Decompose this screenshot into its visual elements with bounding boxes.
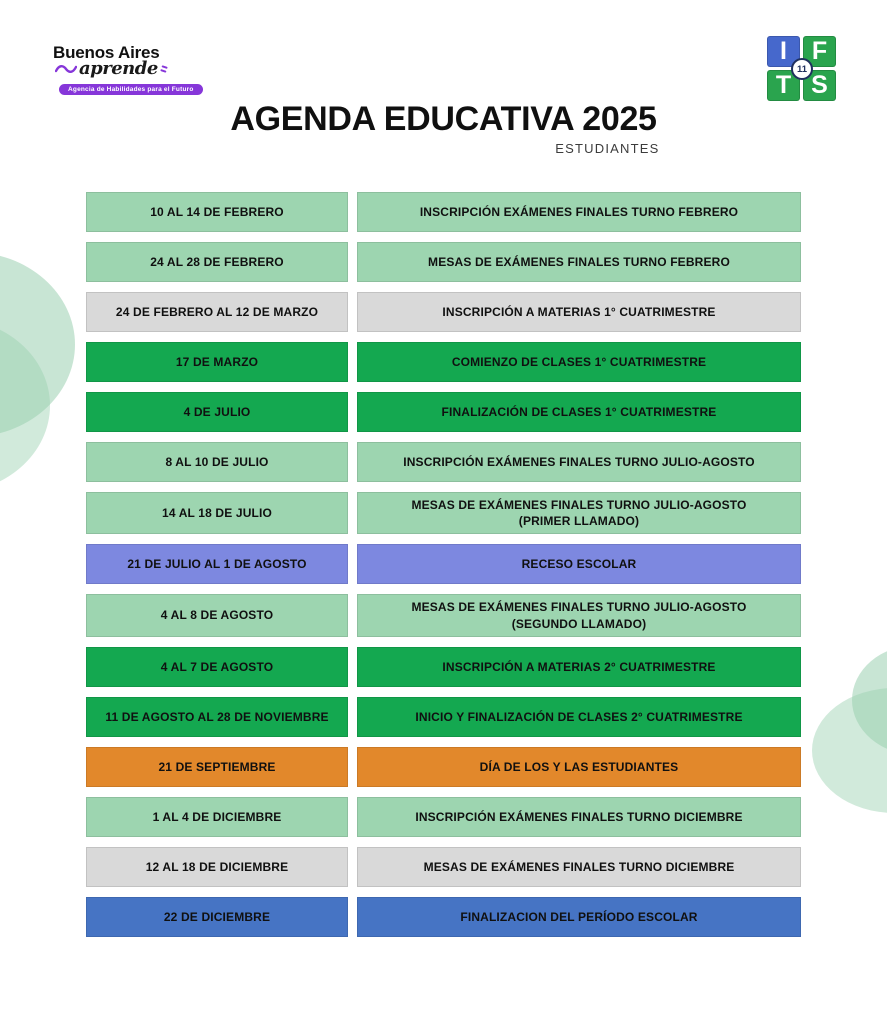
decorative-blob-left-bottom bbox=[0, 318, 50, 493]
ba-logo-tagline: Agencia de Habilidades para el Futuro bbox=[59, 84, 203, 95]
date-cell: 11 DE AGOSTO AL 28 DE NOVIEMBRE bbox=[86, 697, 348, 737]
date-cell: 8 AL 10 DE JULIO bbox=[86, 442, 348, 482]
sparkle-icon bbox=[160, 65, 168, 73]
event-cell: MESAS DE EXÁMENES FINALES TURNO FEBRERO bbox=[357, 242, 801, 282]
date-cell: 1 AL 4 DE DICIEMBRE bbox=[86, 797, 348, 837]
decorative-blob-right-bottom bbox=[812, 688, 887, 813]
date-cell: 12 AL 18 DE DICIEMBRE bbox=[86, 847, 348, 887]
ifts-tile-i: I bbox=[767, 36, 800, 67]
event-cell: FINALIZACIÓN DE CLASES 1° CUATRIMESTRE bbox=[357, 392, 801, 432]
ifts-tile-s: S bbox=[803, 70, 836, 101]
event-cell: MESAS DE EXÁMENES FINALES TURNO JULIO-AGOSTO (PRIMER LLAMADO) bbox=[357, 492, 801, 534]
page-title: AGENDA EDUCATIVA 2025 bbox=[230, 100, 657, 138]
date-cell: 10 AL 14 DE FEBRERO bbox=[86, 192, 348, 232]
event-cell: INSCRIPCIÓN EXÁMENES FINALES TURNO JULIO-AGOSTO bbox=[357, 442, 801, 482]
date-cell: 4 DE JULIO bbox=[86, 392, 348, 432]
event-cell: RECESO ESCOLAR bbox=[357, 544, 801, 584]
date-cell: 4 AL 8 DE AGOSTO bbox=[86, 594, 348, 636]
event-cell: MESAS DE EXÁMENES FINALES TURNO DICIEMBRE bbox=[357, 847, 801, 887]
decorative-blob-right-top bbox=[852, 645, 887, 755]
ifts-tile-t: T bbox=[767, 70, 800, 101]
event-cell: INSCRIPCIÓN A MATERIAS 2° CUATRIMESTRE bbox=[357, 647, 801, 687]
date-cell: 21 DE SEPTIEMBRE bbox=[86, 747, 348, 787]
buenos-aires-aprende-logo bbox=[53, 44, 203, 96]
ifts-tile-f: F bbox=[803, 36, 836, 67]
event-cell: COMIENZO DE CLASES 1° CUATRIMESTRE bbox=[357, 342, 801, 382]
date-cell: 17 DE MARZO bbox=[86, 342, 348, 382]
decorative-blob-left-top bbox=[0, 252, 75, 437]
date-cell: 4 AL 7 DE AGOSTO bbox=[86, 647, 348, 687]
ba-logo-aprende: aprende bbox=[79, 58, 158, 79]
event-cell: MESAS DE EXÁMENES FINALES TURNO JULIO-AGOSTO (SEGUNDO LLAMADO) bbox=[357, 594, 801, 636]
ifts-11-logo bbox=[767, 36, 837, 102]
event-cell: INSCRIPCIÓN EXÁMENES FINALES TURNO FEBRERO bbox=[357, 192, 801, 232]
date-cell: 14 AL 18 DE JULIO bbox=[86, 492, 348, 534]
schedule-table bbox=[86, 192, 801, 937]
date-cell: 21 DE JULIO AL 1 DE AGOSTO bbox=[86, 544, 348, 584]
event-cell: INSCRIPCIÓN EXÁMENES FINALES TURNO DICIEMBRE bbox=[357, 797, 801, 837]
date-cell: 24 DE FEBRERO AL 12 DE MARZO bbox=[86, 292, 348, 332]
date-cell: 24 AL 28 DE FEBRERO bbox=[86, 242, 348, 282]
ba-logo-wordmark: Buenos Aires bbox=[53, 43, 160, 62]
squiggle-icon bbox=[55, 63, 77, 75]
ifts-number-badge: 11 bbox=[791, 58, 813, 80]
event-cell: INSCRIPCIÓN A MATERIAS 1° CUATRIMESTRE bbox=[357, 292, 801, 332]
event-cell: INICIO Y FINALIZACIÓN DE CLASES 2° CUATRIMESTRE bbox=[357, 697, 801, 737]
event-cell: DÍA DE LOS Y LAS ESTUDIANTES bbox=[357, 747, 801, 787]
date-cell: 22 DE DICIEMBRE bbox=[86, 897, 348, 937]
event-cell: FINALIZACION DEL PERÍODO ESCOLAR bbox=[357, 897, 801, 937]
page-subtitle: ESTUDIANTES bbox=[555, 141, 660, 157]
